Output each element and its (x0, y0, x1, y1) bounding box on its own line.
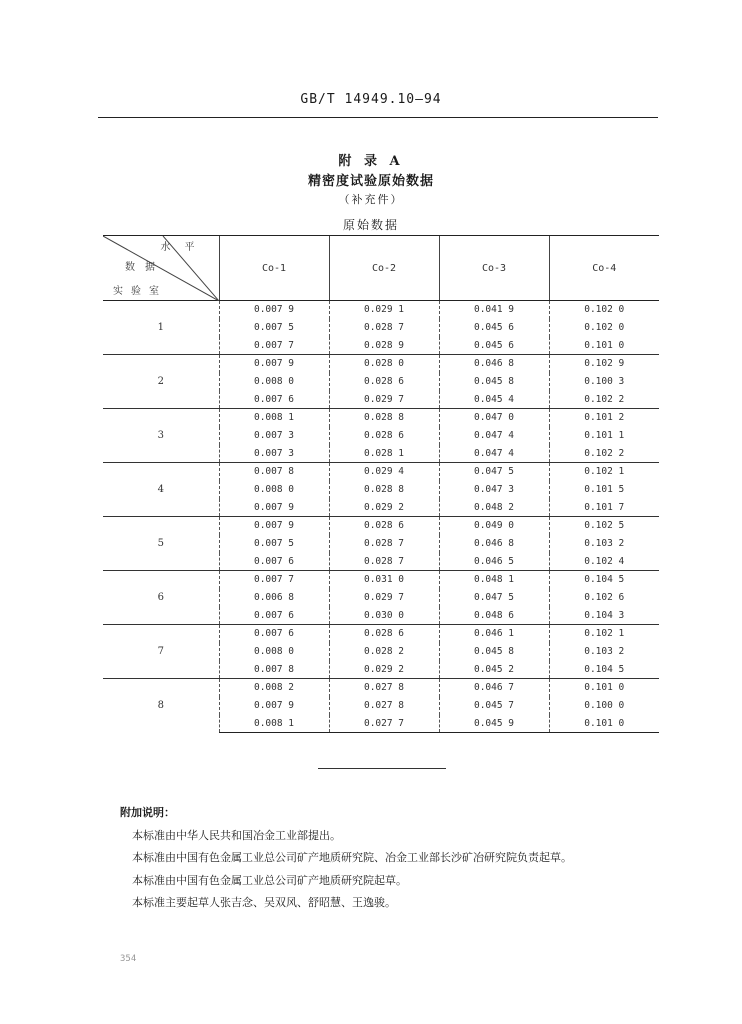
level-header: Co-1 (219, 236, 329, 301)
corner-level-label: 水平 (160, 242, 209, 253)
data-cell: 0.045 9 (439, 715, 549, 733)
appendix-subtitle: 精密度试验原始数据 (307, 174, 434, 189)
data-cell: 0.007 8 (219, 661, 329, 679)
data-cell: 0.030 0 (329, 607, 439, 625)
data-cell: 0.007 3 (219, 445, 329, 463)
data-cell: 0.101 5 (549, 481, 659, 499)
data-cell: 0.028 6 (329, 625, 439, 643)
data-cell: 0.102 9 (549, 355, 659, 373)
table-row (103, 517, 659, 535)
data-cell: 0.007 6 (219, 607, 329, 625)
note-line: 本标准主要起草人张吉念、吴双风、舒昭慧、王逸骏。 (132, 896, 396, 909)
corner-lab-label: 实验室 (113, 286, 167, 297)
data-cell: 0.008 0 (219, 373, 329, 391)
lab-number: 5 (103, 517, 219, 571)
data-cell: 0.027 8 (329, 679, 439, 697)
data-cell: 0.046 8 (439, 355, 549, 373)
lab-number: 4 (103, 463, 219, 517)
data-cell: 0.046 7 (439, 679, 549, 697)
table-header-row (103, 236, 659, 301)
level-header: Co-3 (439, 236, 549, 301)
data-cell: 0.102 4 (549, 553, 659, 571)
appendix-note: （补充件） (338, 193, 404, 206)
data-cell: 0.047 5 (439, 463, 549, 481)
data-cell: 0.007 5 (219, 319, 329, 337)
data-cell: 0.028 8 (329, 409, 439, 427)
data-cell: 0.102 2 (549, 445, 659, 463)
data-cell: 0.007 9 (219, 517, 329, 535)
data-cell: 0.029 2 (329, 661, 439, 679)
data-cell: 0.101 0 (549, 715, 659, 733)
data-cell: 0.028 7 (329, 535, 439, 553)
data-cell: 0.047 0 (439, 409, 549, 427)
data-cell: 0.047 4 (439, 427, 549, 445)
data-cell: 0.041 9 (439, 301, 549, 319)
data-cell: 0.045 8 (439, 373, 549, 391)
data-cell: 0.027 7 (329, 715, 439, 733)
data-cell: 0.100 3 (549, 373, 659, 391)
data-cell: 0.027 8 (329, 697, 439, 715)
data-cell: 0.047 4 (439, 445, 549, 463)
data-cell: 0.007 3 (219, 427, 329, 445)
data-cell: 0.102 5 (549, 517, 659, 535)
data-cell: 0.028 1 (329, 445, 439, 463)
data-cell: 0.045 7 (439, 697, 549, 715)
data-cell: 0.028 0 (329, 355, 439, 373)
data-cell: 0.045 6 (439, 319, 549, 337)
data-cell: 0.007 9 (219, 697, 329, 715)
data-cell: 0.007 9 (219, 499, 329, 517)
table-row (103, 355, 659, 373)
data-cell: 0.048 6 (439, 607, 549, 625)
data-cell: 0.007 6 (219, 553, 329, 571)
data-cell: 0.102 6 (549, 589, 659, 607)
table-row (103, 463, 659, 481)
data-cell: 0.029 2 (329, 499, 439, 517)
data-cell: 0.007 6 (219, 391, 329, 409)
data-cell: 0.028 6 (329, 373, 439, 391)
table-row (103, 679, 659, 697)
standard-header: GB/T 14949.10—94 (300, 92, 442, 107)
lab-number: 3 (103, 409, 219, 463)
data-cell: 0.008 1 (219, 409, 329, 427)
data-cell: 0.103 2 (549, 535, 659, 553)
data-cell: 0.007 6 (219, 625, 329, 643)
appendix-title: 附 录 A (338, 154, 404, 169)
note-line: 本标准由中国有色金属工业总公司矿产地质研究院起草。 (132, 873, 407, 887)
level-header: Co-4 (549, 236, 659, 301)
data-cell: 0.045 2 (439, 661, 549, 679)
data-cell: 0.104 5 (549, 661, 659, 679)
data-cell: 0.006 8 (219, 589, 329, 607)
data-cell: 0.028 9 (329, 337, 439, 355)
data-cell: 0.046 8 (439, 535, 549, 553)
lab-number: 1 (103, 301, 219, 355)
data-cell: 0.028 6 (329, 427, 439, 445)
corner-data-label: 数据 (125, 262, 165, 273)
data-cell: 0.029 1 (329, 301, 439, 319)
data-cell: 0.008 0 (219, 643, 329, 661)
data-cell: 0.046 5 (439, 553, 549, 571)
data-cell: 0.104 3 (549, 607, 659, 625)
table-row (103, 409, 659, 427)
page-number: 354 (120, 954, 137, 964)
data-cell: 0.101 1 (549, 427, 659, 445)
data-cell: 0.102 0 (549, 301, 659, 319)
data-cell: 0.101 2 (549, 409, 659, 427)
data-cell: 0.029 4 (329, 463, 439, 481)
data-cell: 0.029 7 (329, 589, 439, 607)
data-cell: 0.007 7 (219, 337, 329, 355)
data-cell: 0.049 0 (439, 517, 549, 535)
data-cell: 0.045 4 (439, 391, 549, 409)
data-cell: 0.102 0 (549, 319, 659, 337)
level-header: Co-2 (329, 236, 439, 301)
data-cell: 0.007 5 (219, 535, 329, 553)
data-cell: 0.046 1 (439, 625, 549, 643)
data-cell: 0.008 1 (219, 715, 329, 733)
table-body (103, 301, 659, 733)
data-cell: 0.008 0 (219, 481, 329, 499)
data-cell: 0.028 8 (329, 481, 439, 499)
data-cell: 0.031 0 (329, 571, 439, 589)
lab-number: 8 (103, 679, 219, 733)
data-cell: 0.045 8 (439, 643, 549, 661)
data-cell: 0.007 8 (219, 463, 329, 481)
data-cell: 0.103 2 (549, 643, 659, 661)
data-cell: 0.048 2 (439, 499, 549, 517)
note-line: 本标准由中华人民共和国冶金工业部提出。 (132, 828, 341, 842)
data-cell: 0.007 9 (219, 301, 329, 319)
notes-title: 附加说明： (120, 806, 175, 819)
table-caption: 原始数据 (342, 218, 399, 232)
data-cell: 0.102 1 (549, 463, 659, 481)
data-cell: 0.007 9 (219, 355, 329, 373)
data-cell: 0.047 3 (439, 481, 549, 499)
data-cell: 0.102 2 (549, 391, 659, 409)
data-cell: 0.028 7 (329, 553, 439, 571)
data-cell: 0.048 1 (439, 571, 549, 589)
data-cell: 0.102 1 (549, 625, 659, 643)
data-cell: 0.104 5 (549, 571, 659, 589)
data-cell: 0.101 0 (549, 679, 659, 697)
raw-data-table (103, 235, 659, 733)
table-row (103, 625, 659, 643)
data-cell: 0.100 0 (549, 697, 659, 715)
data-cell: 0.028 7 (329, 319, 439, 337)
data-cell: 0.045 6 (439, 337, 549, 355)
table-row (103, 571, 659, 589)
additional-notes (120, 802, 680, 915)
data-cell: 0.028 6 (329, 517, 439, 535)
lab-number: 2 (103, 355, 219, 409)
end-rule (318, 768, 446, 769)
data-cell: 0.101 7 (549, 499, 659, 517)
data-cell: 0.028 2 (329, 643, 439, 661)
table-row (103, 301, 659, 319)
data-cell: 0.101 0 (549, 337, 659, 355)
lab-number: 7 (103, 625, 219, 679)
note-line: 本标准由中国有色金属工业总公司矿产地质研究院、冶金工业部长沙矿冶研究院负责起草。 (132, 851, 572, 864)
diagonal-header-cell (103, 236, 219, 301)
lab-number: 6 (103, 571, 219, 625)
header-rule (98, 117, 658, 118)
data-cell: 0.047 5 (439, 589, 549, 607)
data-cell: 0.008 2 (219, 679, 329, 697)
data-cell: 0.029 7 (329, 391, 439, 409)
data-cell: 0.007 7 (219, 571, 329, 589)
